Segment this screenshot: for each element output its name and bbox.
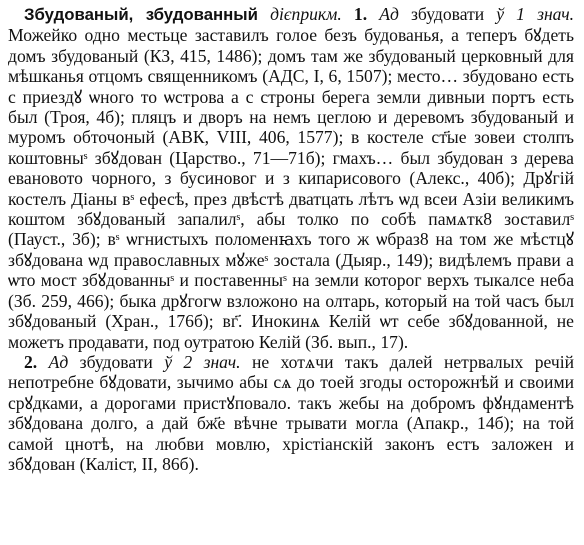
headword: Збудованый, збудованный: [24, 5, 258, 24]
sense-2-paragraph: [8, 352, 574, 474]
part-of-speech: дієприкм.: [270, 4, 342, 24]
sense-1-ref-suffix: ў 1 знач.: [496, 4, 575, 24]
sense-2-ref-label: Ад: [48, 351, 69, 372]
sense-2-number: 2.: [24, 351, 38, 372]
dictionary-entry: [8, 4, 574, 474]
sense-2-ref-word: збудовати: [79, 351, 153, 372]
sense-2-citations: не хотѧчи такъ далей нетрвалых речій непотребне бꙋдовати, зычимо абы сѧ до тоей згоды осторожнѣй и своими срꙋдками, а дорогами пристꙋповало. такъ жебы на добромъ фꙋндаментѣ збꙋдована долго, а дай бж҃е вѣчне трывати могла (Апакр., 14б); на той самой цнотѣ, на любви мовлю, хрістіанскій законъ естъ заложен и збꙋдован (Каліст, II, 86б).: [8, 351, 575, 474]
sense-1-citations: Можейко одно местьце заставилъ голое безъ будованья, а теперъ бꙋдеть домъ збудованый (КЗ, 415, 1486); домъ там же збудованый церковный для мѣшканья отцомъ священникомъ (АДС, I, 6, 1507); место… збудовано есть с приездꙋ ѡного то ѡстрова а с строны берега земли дивныи портъ есть был (Троя, 4б); пляцъ и дворъ на немъ цеглою и деревомъ збудованый и муромъ обточоный (АВК, VIII, 406, 1577); в костеле ст҃ые зовеи столпъ коштовныˢ збꙋдован (Царство., 71—71б); гмахъ… был збудован з дерева евановото чорного, з бусиновог и з кипарисового (Алекс., 40б); Дрꙋгій костелъ Діаны вˢ ефесѣ, през двѣстѣ дватцать лѣтъ ѡд всеи Азіи великимъ коштом збꙋдованый запалилˢ, абы толко по собѣ памѧтк8 зоставилˢ (Пауст., 3б); вˢ ѡгнистыхъ поломенꙗхъ того ж ѡбраз8 на том же мѣстцꙋ збꙋдована ѡд православных мꙋжеˢ зостала (Дыяр., 149); видѣлемъ прави а ѡто мост збꙋдованныˢ и поставенныˢ на земли которог верхъ тыкалсе неба (Зб. 259, 466); быка дрꙋгогѡ взложоно на олтарь, который на той часъ был збꙋдованый (Хран., 176б); вг҃. Инокинѧ Келій ѡт себе збꙋдованной, не можетъ продавати, под оутратою Келій (Зб. вып., 17).: [8, 25, 574, 352]
sense-1-ref-label: Ад: [379, 4, 399, 24]
sense-2-ref-suffix: ў 2 знач.: [164, 351, 241, 372]
sense-1-number: 1.: [353, 4, 368, 24]
sense-1-paragraph: [8, 4, 574, 352]
sense-1-ref-word: збудовати: [410, 4, 485, 24]
